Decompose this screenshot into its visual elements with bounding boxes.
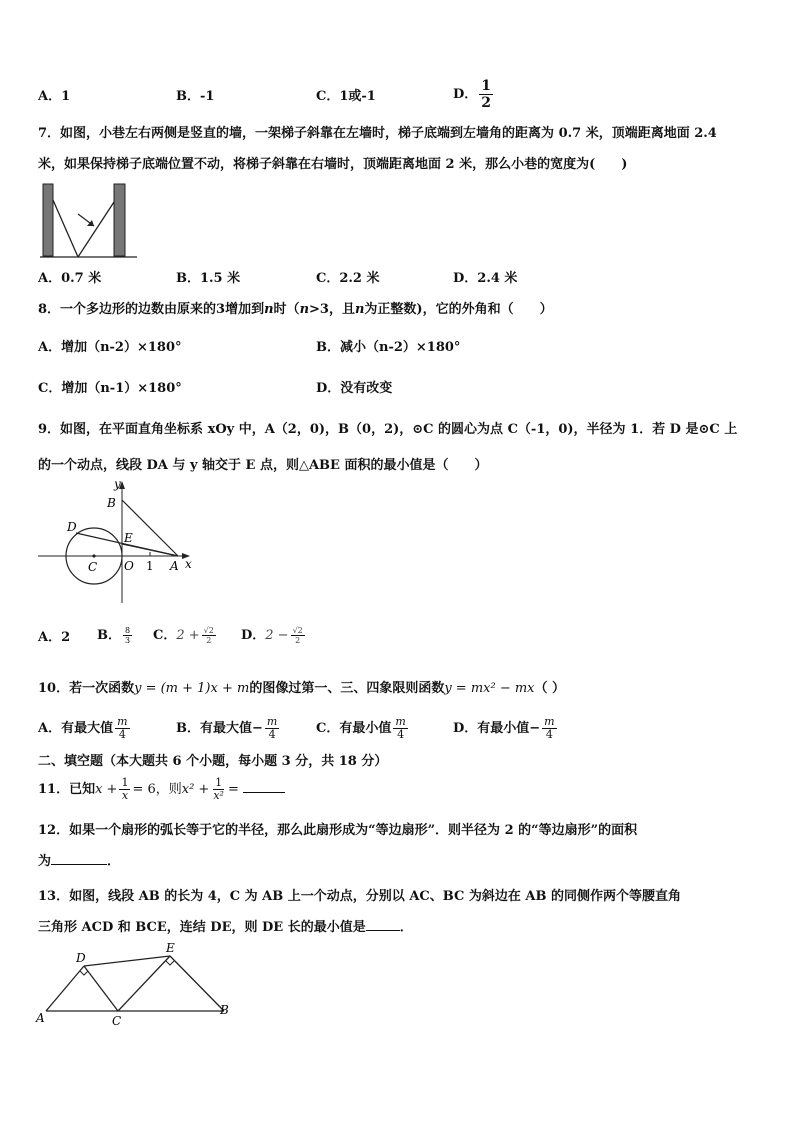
q9-option-c: C．2 + $\frac{√2}{2}$ bbox=[153, 626, 214, 645]
q13-label-e: E bbox=[166, 941, 175, 955]
q9-label-a: A bbox=[170, 559, 179, 573]
q13-answer-blank[interactable] bbox=[366, 930, 400, 931]
q9-option-d: D．2 − $\frac{√2}{2}$ bbox=[241, 626, 303, 645]
q12-stem-line2: 为 ． bbox=[38, 854, 121, 869]
q13-label-d: D bbox=[76, 951, 86, 965]
q7-option-d: D．2.4 米 bbox=[453, 271, 518, 286]
q9-label-y: y bbox=[114, 477, 121, 491]
q7-ladder-figure bbox=[40, 182, 140, 262]
q9-label-d: D bbox=[67, 520, 77, 534]
q9-option-b: B． $\frac{8}{3}$ bbox=[97, 626, 131, 645]
q9-label-one: 1 bbox=[146, 559, 154, 573]
q8-stem: 8．一个多边形的边数由原来的3增加到n时（n>3，且n为正整数)，它的外角和（ ） bbox=[38, 302, 553, 317]
q11-answer-blank[interactable] bbox=[243, 792, 285, 793]
q9-option-a: A．2 bbox=[38, 630, 71, 645]
q7-option-b: B．1.5 米 bbox=[176, 271, 241, 286]
q6-option-b: B．-1 bbox=[176, 89, 215, 104]
q8-option-b: B．减小（n-2）×180° bbox=[316, 340, 461, 355]
q9-label-c: C bbox=[88, 560, 98, 574]
q7-option-c: C．2.2 米 bbox=[316, 271, 380, 286]
q10-option-d: D．有最小值− $\frac{m}{4}$ bbox=[453, 715, 555, 741]
q13-stem-line1: 13．如图，线段 AB 的长为 4，C 为 AB 上一个动点，分别以 AC、BC 为斜边在 AB 的同侧作两个等腰直角 bbox=[38, 889, 681, 904]
q9-stem-line2: 的一个动点，线段 DA 与 y 轴交于 E 点，则△ABE 面积的最小值是（ ） bbox=[38, 458, 488, 473]
q13-label-b: B bbox=[220, 1003, 229, 1017]
q7-option-a: A．0.7 米 bbox=[38, 271, 102, 286]
q10-stem: 10．若一次函数y = (m + 1)x + m的图像过第一、三、四象限则函数y = mx² − mx（ ） bbox=[38, 681, 566, 696]
q7-stem-line1: 7．如图，小巷左右两侧是竖直的墙，一架梯子斜靠在左墙时，梯子底端到左墙角的距离为 0.7 米，顶端距离地面 2.4 bbox=[38, 126, 717, 141]
q13-label-a: A bbox=[36, 1011, 45, 1025]
q7-stem-line2: 米，如果保持梯子底端位置不动，将梯子斜靠在右墙时，顶端距离地面 2 米，那么小巷的宽度为( ) bbox=[38, 157, 628, 172]
q9-stem-line1: 9．如图，在平面直角坐标系 xOy 中，A（2，0)，B（0，2)，⊙C 的圆心为点 C（-1，0)，半径为 1．若 D 是⊙C 上 bbox=[38, 422, 738, 437]
q6-option-c: C．1或-1 bbox=[316, 89, 376, 104]
q6-option-d-fraction: $\frac{1}{2}$ bbox=[481, 78, 492, 111]
q9-label-o: O bbox=[124, 559, 134, 573]
q10-option-a: A．有最大值 $\frac{m}{4}$ bbox=[38, 715, 128, 741]
q11-stem: 11．已知x + $\frac{1}{x}$ = 6，则x² + $\frac{1}{\text{x²}}$ = bbox=[38, 777, 285, 802]
q9-label-x: x bbox=[185, 557, 192, 571]
q12-answer-blank[interactable] bbox=[51, 864, 107, 865]
q6-option-d-label: D． bbox=[453, 87, 478, 102]
q9-label-e: E bbox=[124, 531, 133, 545]
q8-option-a: A．增加（n-2）×180° bbox=[38, 340, 182, 355]
q8-option-c: C．增加（n-1）×180° bbox=[38, 381, 182, 396]
q10-option-c: C．有最小值 $\frac{m}{4}$ bbox=[316, 715, 406, 741]
q6-option-a: A．1 bbox=[38, 89, 71, 104]
q9-label-b: B bbox=[107, 496, 116, 510]
q13-triangle-figure bbox=[34, 940, 244, 1030]
q10-option-b: B．有最大值− $\frac{m}{4}$ bbox=[176, 715, 278, 741]
q8-option-d: D．没有改变 bbox=[316, 381, 393, 396]
q12-stem-line1: 12．如果一个扇形的弧长等于它的半径，那么此扇形成为“等边扇形”．则半径为 2 的“等边扇形”的面积 bbox=[38, 823, 638, 838]
q13-stem-line2: 三角形 ACD 和 BCE，连结 DE，则 DE 长的最小值是 ． bbox=[38, 920, 413, 935]
q13-label-c: C bbox=[112, 1014, 122, 1028]
section-heading: 二、填空题（本大题共 6 个小题，每小题 3 分，共 18 分） bbox=[38, 754, 388, 769]
q6-option-d bbox=[453, 78, 495, 111]
q9-coordinate-figure bbox=[36, 478, 196, 606]
